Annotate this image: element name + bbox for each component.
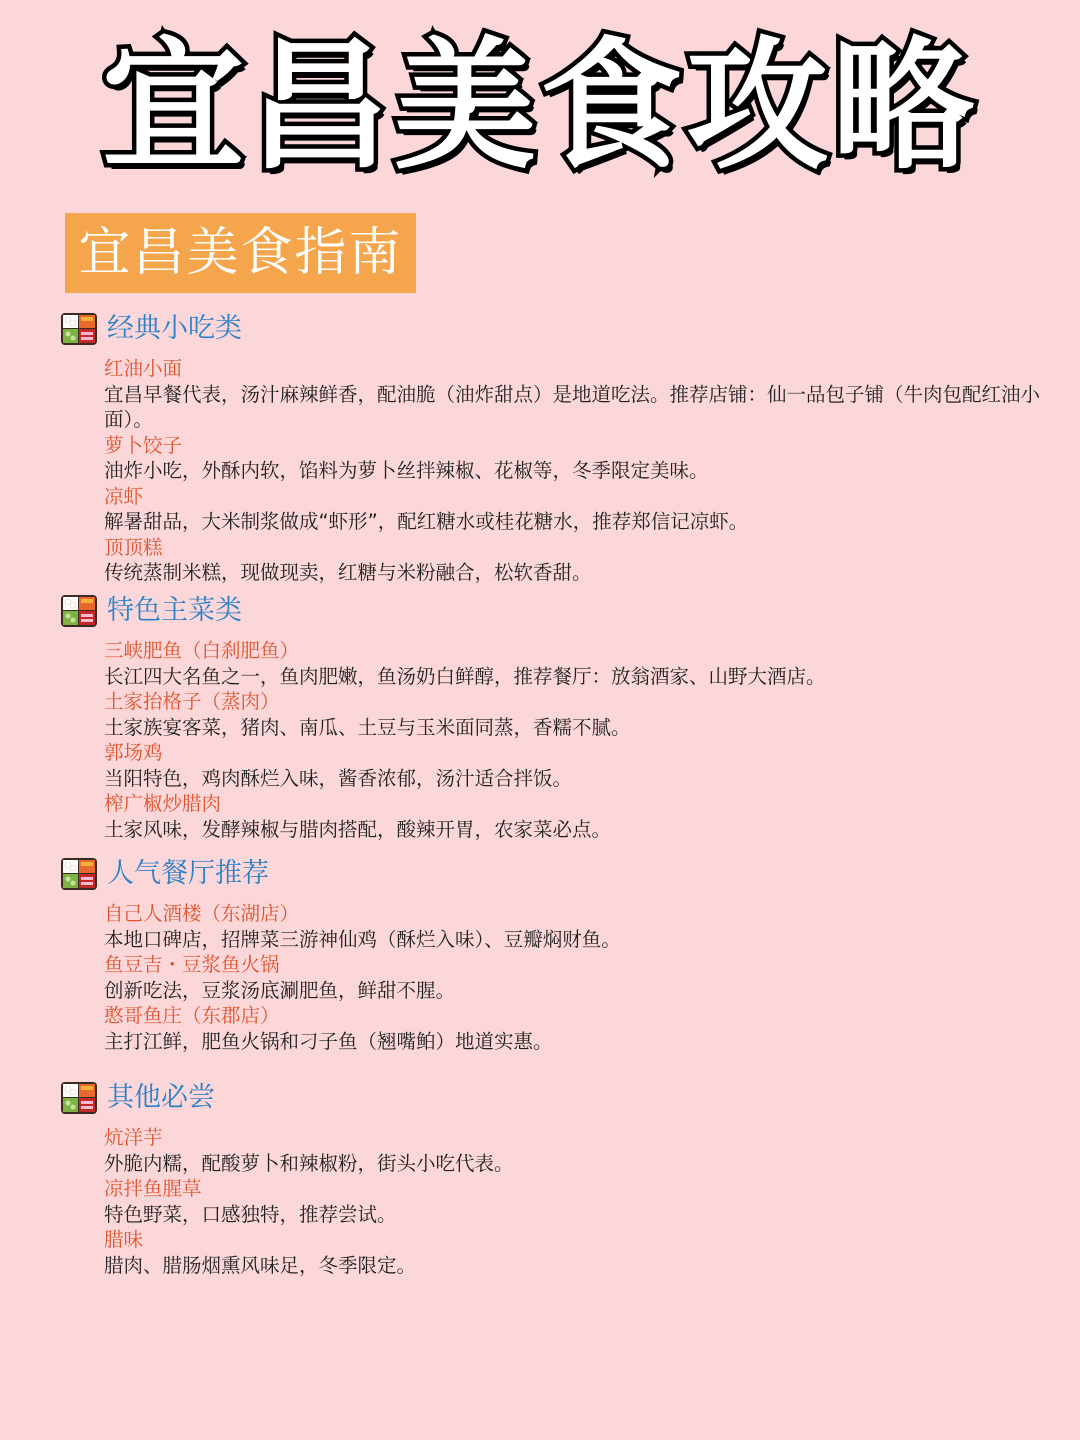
- item-description: 土家风味，发酵辣椒与腊肉搭配，酸辣开胃，农家菜必点。: [104, 817, 612, 841]
- item-description: 外脆内糯，配酸萝卜和辣椒粉，街头小吃代表。: [104, 1151, 514, 1175]
- food-item: [104, 356, 1070, 433]
- section-2: [60, 594, 1070, 842]
- item-description: 腊肉、腊肠烟熏风味足，冬季限定。: [104, 1253, 417, 1277]
- food-item: [104, 901, 1070, 952]
- section-3: [60, 857, 1070, 1054]
- item-description: 传统蒸制米糕，现做现卖，红糖与米粉融合，松软香甜。: [104, 561, 592, 584]
- item-name: 鱼豆吉・豆浆鱼火锅: [104, 953, 280, 976]
- item-list: [104, 901, 1070, 1054]
- food-item: [104, 1125, 1070, 1176]
- item-name: 炕洋芋: [104, 1126, 163, 1149]
- item-description: 本地口碑店，招牌菜三游神仙鸡（酥烂入味）、豆瓣焖财鱼。: [104, 927, 621, 951]
- section-4: [60, 1081, 1070, 1278]
- item-name: 凉虾: [104, 484, 144, 508]
- item-name: 萝卜饺子: [104, 433, 183, 457]
- bento-box-icon: [60, 857, 98, 891]
- item-name: 顶顶糕: [104, 535, 163, 559]
- item-list: [104, 1125, 1070, 1278]
- food-item: [104, 952, 1070, 1003]
- section-header: [60, 312, 1070, 352]
- item-list: [104, 638, 1070, 842]
- section-title: 人气餐厅推荐: [107, 858, 269, 889]
- section-title: 其他必尝: [107, 1082, 215, 1113]
- item-name: 憨哥鱼庄（东郡店）: [104, 1004, 280, 1027]
- food-item: [104, 1176, 1070, 1227]
- subtitle-badge: 宜昌美食指南: [65, 213, 416, 293]
- food-item: [104, 535, 1070, 586]
- section-1: [60, 312, 1070, 586]
- bento-box-icon: [60, 1081, 98, 1115]
- page-title: 宜昌美食攻略: [102, 24, 978, 189]
- item-description: 主打江鲜，肥鱼火锅和刁子鱼（翘嘴鲌）地道实惠。: [104, 1029, 553, 1053]
- item-name: 红油小面: [104, 357, 183, 380]
- item-name: 榨广椒炒腊肉: [104, 792, 222, 815]
- item-description: 宜昌早餐代表，汤汁麻辣鲜香，配油脆（油炸甜点）是地道吃法。推荐店铺：仙一品包子铺（牛肉包配红油小面）。: [104, 382, 1041, 431]
- section-title: 经典小吃类: [107, 313, 242, 344]
- food-item: [104, 740, 1070, 791]
- item-name: 土家抬格子（蒸肉）: [104, 690, 280, 713]
- food-item: [104, 1227, 1070, 1278]
- item-name: 腊味: [104, 1228, 144, 1251]
- section-title: 特色主菜类: [107, 595, 242, 626]
- section-header: [60, 1081, 1070, 1121]
- food-item: [104, 484, 1070, 535]
- food-item: [104, 689, 1070, 740]
- section-header: [60, 594, 1070, 634]
- item-list: [104, 356, 1070, 586]
- item-name: 自己人酒楼（东湖店）: [104, 902, 300, 925]
- item-description: 解暑甜品，大米制浆做成“虾形”，配红糖水或桂花糖水，推荐郑信记凉虾。: [104, 510, 749, 533]
- item-description: 当阳特色，鸡肉酥烂入味，酱香浓郁，汤汁适合拌饭。: [104, 766, 573, 790]
- item-description: 油炸小吃，外酥内软，馅料为萝卜丝拌辣椒、花椒等，冬季限定美味。: [104, 459, 709, 482]
- item-description: 特色野菜，口感独特，推荐尝试。: [104, 1202, 397, 1226]
- food-item: [104, 1003, 1070, 1054]
- food-item: [104, 791, 1070, 842]
- food-item: [104, 433, 1070, 484]
- section-header: [60, 857, 1070, 897]
- item-name: 凉拌鱼腥草: [104, 1177, 202, 1200]
- item-description: 长江四大名鱼之一，鱼肉肥嫩，鱼汤奶白鲜醇，推荐餐厅：放翁酒家、山野大酒店。: [104, 664, 826, 688]
- bento-box-icon: [60, 594, 98, 628]
- item-name: 三峡肥鱼（白刹肥鱼）: [104, 639, 300, 662]
- item-description: 创新吃法，豆浆汤底涮肥鱼，鲜甜不腥。: [104, 978, 456, 1002]
- item-name: 郭场鸡: [104, 741, 163, 764]
- food-item: [104, 638, 1070, 689]
- item-description: 土家族宴客菜，猪肉、南瓜、土豆与玉米面同蒸，香糯不腻。: [104, 715, 631, 739]
- bento-box-icon: [60, 312, 98, 346]
